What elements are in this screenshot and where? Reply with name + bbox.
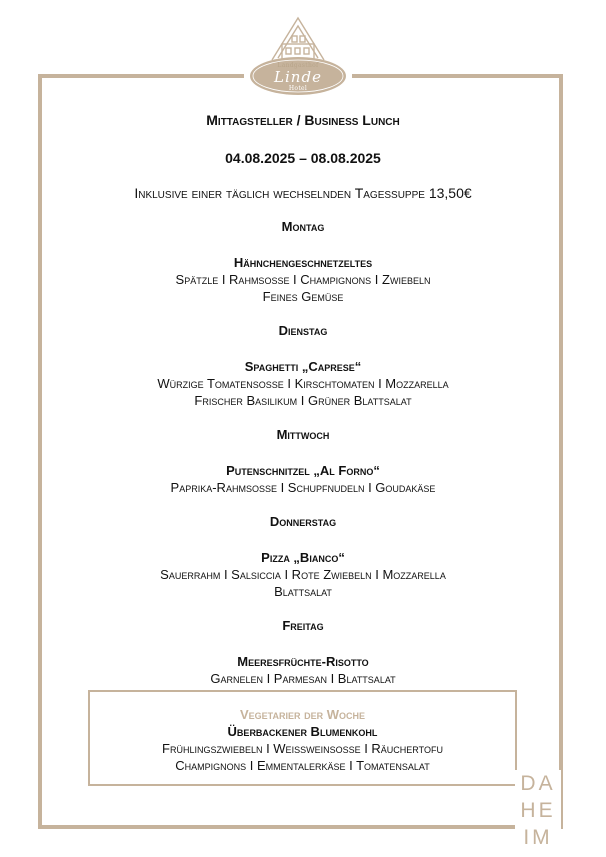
logo-top-text: Landgasthof — [277, 62, 319, 69]
dish-description: Garnelen I Parmesan I Blattsalat — [210, 671, 396, 686]
vegetarian-description: Frühlingszwiebeln I Weißweinsoße I Räuchertofu — [162, 741, 443, 756]
dish-name: Putenschnitzel „Al Forno“ — [226, 463, 380, 478]
day-section-mittwoch — [40, 427, 566, 496]
dish-description: Feines Gemüse — [262, 289, 344, 304]
day-section-montag — [40, 219, 566, 305]
daheim-line: IM — [523, 826, 553, 849]
day-section-dienstag — [40, 323, 566, 409]
menu-content — [40, 106, 566, 687]
dish-name: Meeresfrüchte-Risotto — [237, 654, 369, 669]
dish-name: Spaghetti „Caprese“ — [244, 359, 362, 374]
dish-description: Würzige Tomatensoße I Kirschtomaten I Mozzarella — [157, 376, 449, 391]
day-heading: Freitag — [282, 618, 324, 633]
logo-name: Linde — [274, 68, 322, 86]
logo-bottom-text: Hotel — [288, 85, 308, 92]
dish-description: Paprika-Rahmsoße I Schupfnudeln I Goudakäse — [170, 480, 436, 495]
day-heading: Dienstag — [278, 323, 328, 338]
menu-dates: 04.08.2025 – 08.08.2025 — [225, 150, 381, 166]
dish-description: Blattsalat — [274, 584, 332, 599]
vegetarian-dish-name: Überbackener Blumenkohl — [227, 724, 378, 739]
day-section-donnerstag — [40, 514, 566, 600]
vegetarian-box — [88, 690, 517, 786]
dish-name: Hähnchengeschnetzeltes — [233, 255, 373, 270]
dish-description: Spätzle I Rahmsoße I Champignons I Zwiebeln — [175, 272, 431, 287]
daheim-line: DA — [520, 772, 556, 795]
logo — [244, 14, 352, 106]
vegetarian-description: Champignons I Emmentalerkäse I Tomatensalat — [175, 758, 430, 773]
dish-name: Pizza „Bianco“ — [261, 550, 345, 565]
day-section-freitag — [40, 618, 566, 687]
menu-soup-note: Inklusive einer täglich wechselnden Tagessuppe 13,50€ — [134, 185, 472, 201]
daheim-wordmark — [515, 770, 561, 851]
menu-title: Mittagsteller / Business Lunch — [206, 112, 400, 128]
house-logo-icon — [244, 14, 352, 106]
vegetarian-title: Vegetarier der Woche — [239, 707, 365, 722]
dish-description: Sauerrahm I Salsiccia I Rote Zwiebeln I Mozzarella — [160, 567, 446, 582]
dish-description: Frischer Basilikum I Grüner Blattsalat — [194, 393, 412, 408]
daheim-line: HE — [520, 799, 556, 822]
day-heading: Mittwoch — [276, 427, 330, 442]
day-heading: Donnerstag — [269, 514, 337, 529]
day-heading: Montag — [281, 219, 325, 234]
